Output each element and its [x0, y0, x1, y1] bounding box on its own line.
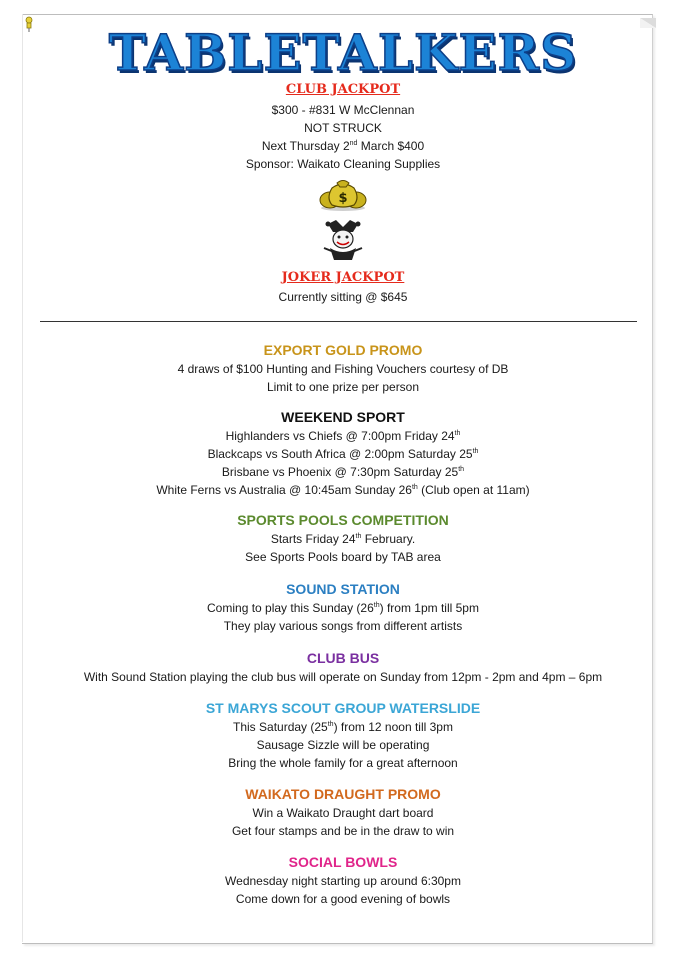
page-title: TABLETALKERS [108, 23, 578, 82]
club-jackpot-section [0, 82, 686, 173]
page-fold-icon [640, 18, 656, 28]
club-jackpot-status: NOT STRUCK [304, 121, 382, 135]
social-bowls-section [0, 852, 686, 908]
sound-station-time: Coming to play this Sunday (26th) from 1pm till 5pm [207, 601, 479, 615]
weekend-sport-heading: WEEKEND SPORT [281, 409, 405, 425]
sports-pools-start: Starts Friday 24th February. [270, 532, 416, 546]
export-gold-section [0, 340, 686, 396]
money-bag-icon [318, 174, 368, 212]
club-jackpot-sponsor: Sponsor: Waikato Cleaning Supplies [245, 157, 441, 171]
waikato-line: Get four stamps and be in the draw to win [231, 824, 455, 838]
waikato-heading: WAIKATO DRAUGHT PROMO [245, 786, 441, 802]
sports-pools-heading: SPORTS POOLS COMPETITION [237, 512, 449, 528]
section-divider [40, 321, 637, 322]
club-jackpot-heading: CLUB JACKPOT [285, 82, 401, 97]
sound-station-heading: SOUND STATION [286, 581, 400, 597]
social-bowls-line: Wednesday night starting up around 6:30pm [225, 874, 461, 888]
sound-station-section [0, 579, 686, 635]
club-bus-line: With Sound Station playing the club bus will operate on Sunday from 12pm - 2pm and 4pm – 6pm [83, 670, 603, 684]
club-jackpot-line: $300 - #831 W McClennan [271, 103, 415, 117]
sport-fixture: White Ferns vs Australia @ 10:45am Sunday 26th (Club open at 11am) [156, 483, 530, 497]
sports-pools-section [0, 510, 686, 566]
social-bowls-line: Come down for a good evening of bowls [235, 892, 451, 906]
joker-jackpot-heading: JOKER JACKPOT [281, 270, 405, 285]
waterslide-section [0, 698, 686, 772]
joker-jackpot-section [0, 270, 686, 306]
export-gold-line: Limit to one prize per person [266, 380, 420, 394]
export-gold-line: 4 draws of $100 Hunting and Fishing Vouchers courtesy of DB [177, 362, 509, 376]
waikato-line: Win a Waikato Draught dart board [252, 806, 434, 820]
sport-fixture: Brisbane vs Phoenix @ 7:30pm Saturday 25th [221, 465, 465, 479]
waterslide-heading: ST MARYS SCOUT GROUP WATERSLIDE [205, 700, 481, 716]
waterslide-family: Bring the whole family for a great afternoon [228, 756, 458, 770]
waterslide-time: This Saturday (25th) from 12 noon till 3pm [233, 720, 453, 734]
sports-pools-board: See Sports Pools board by TAB area [245, 550, 441, 564]
social-bowls-heading: SOCIAL BOWLS [288, 854, 398, 870]
weekend-sport-section [0, 407, 686, 499]
export-gold-heading: EXPORT GOLD PROMO [263, 342, 423, 358]
waikato-section [0, 784, 686, 840]
club-bus-heading: CLUB BUS [306, 650, 380, 666]
svg-text:$: $ [338, 191, 348, 206]
sound-station-desc: They play various songs from different artists [223, 619, 463, 633]
club-jackpot-next: Next Thursday 2nd March $400 [261, 139, 425, 153]
joker-icon [320, 218, 366, 262]
joker-jackpot-line: Currently sitting @ $645 [278, 290, 408, 304]
sport-fixture: Blackcaps vs South Africa @ 2:00pm Saturday 25th [207, 447, 479, 461]
sport-fixture: Highlanders vs Chiefs @ 7:00pm Friday 24th [225, 429, 461, 443]
waterslide-sizzle: Sausage Sizzle will be operating [256, 738, 430, 752]
club-bus-section [0, 648, 686, 686]
